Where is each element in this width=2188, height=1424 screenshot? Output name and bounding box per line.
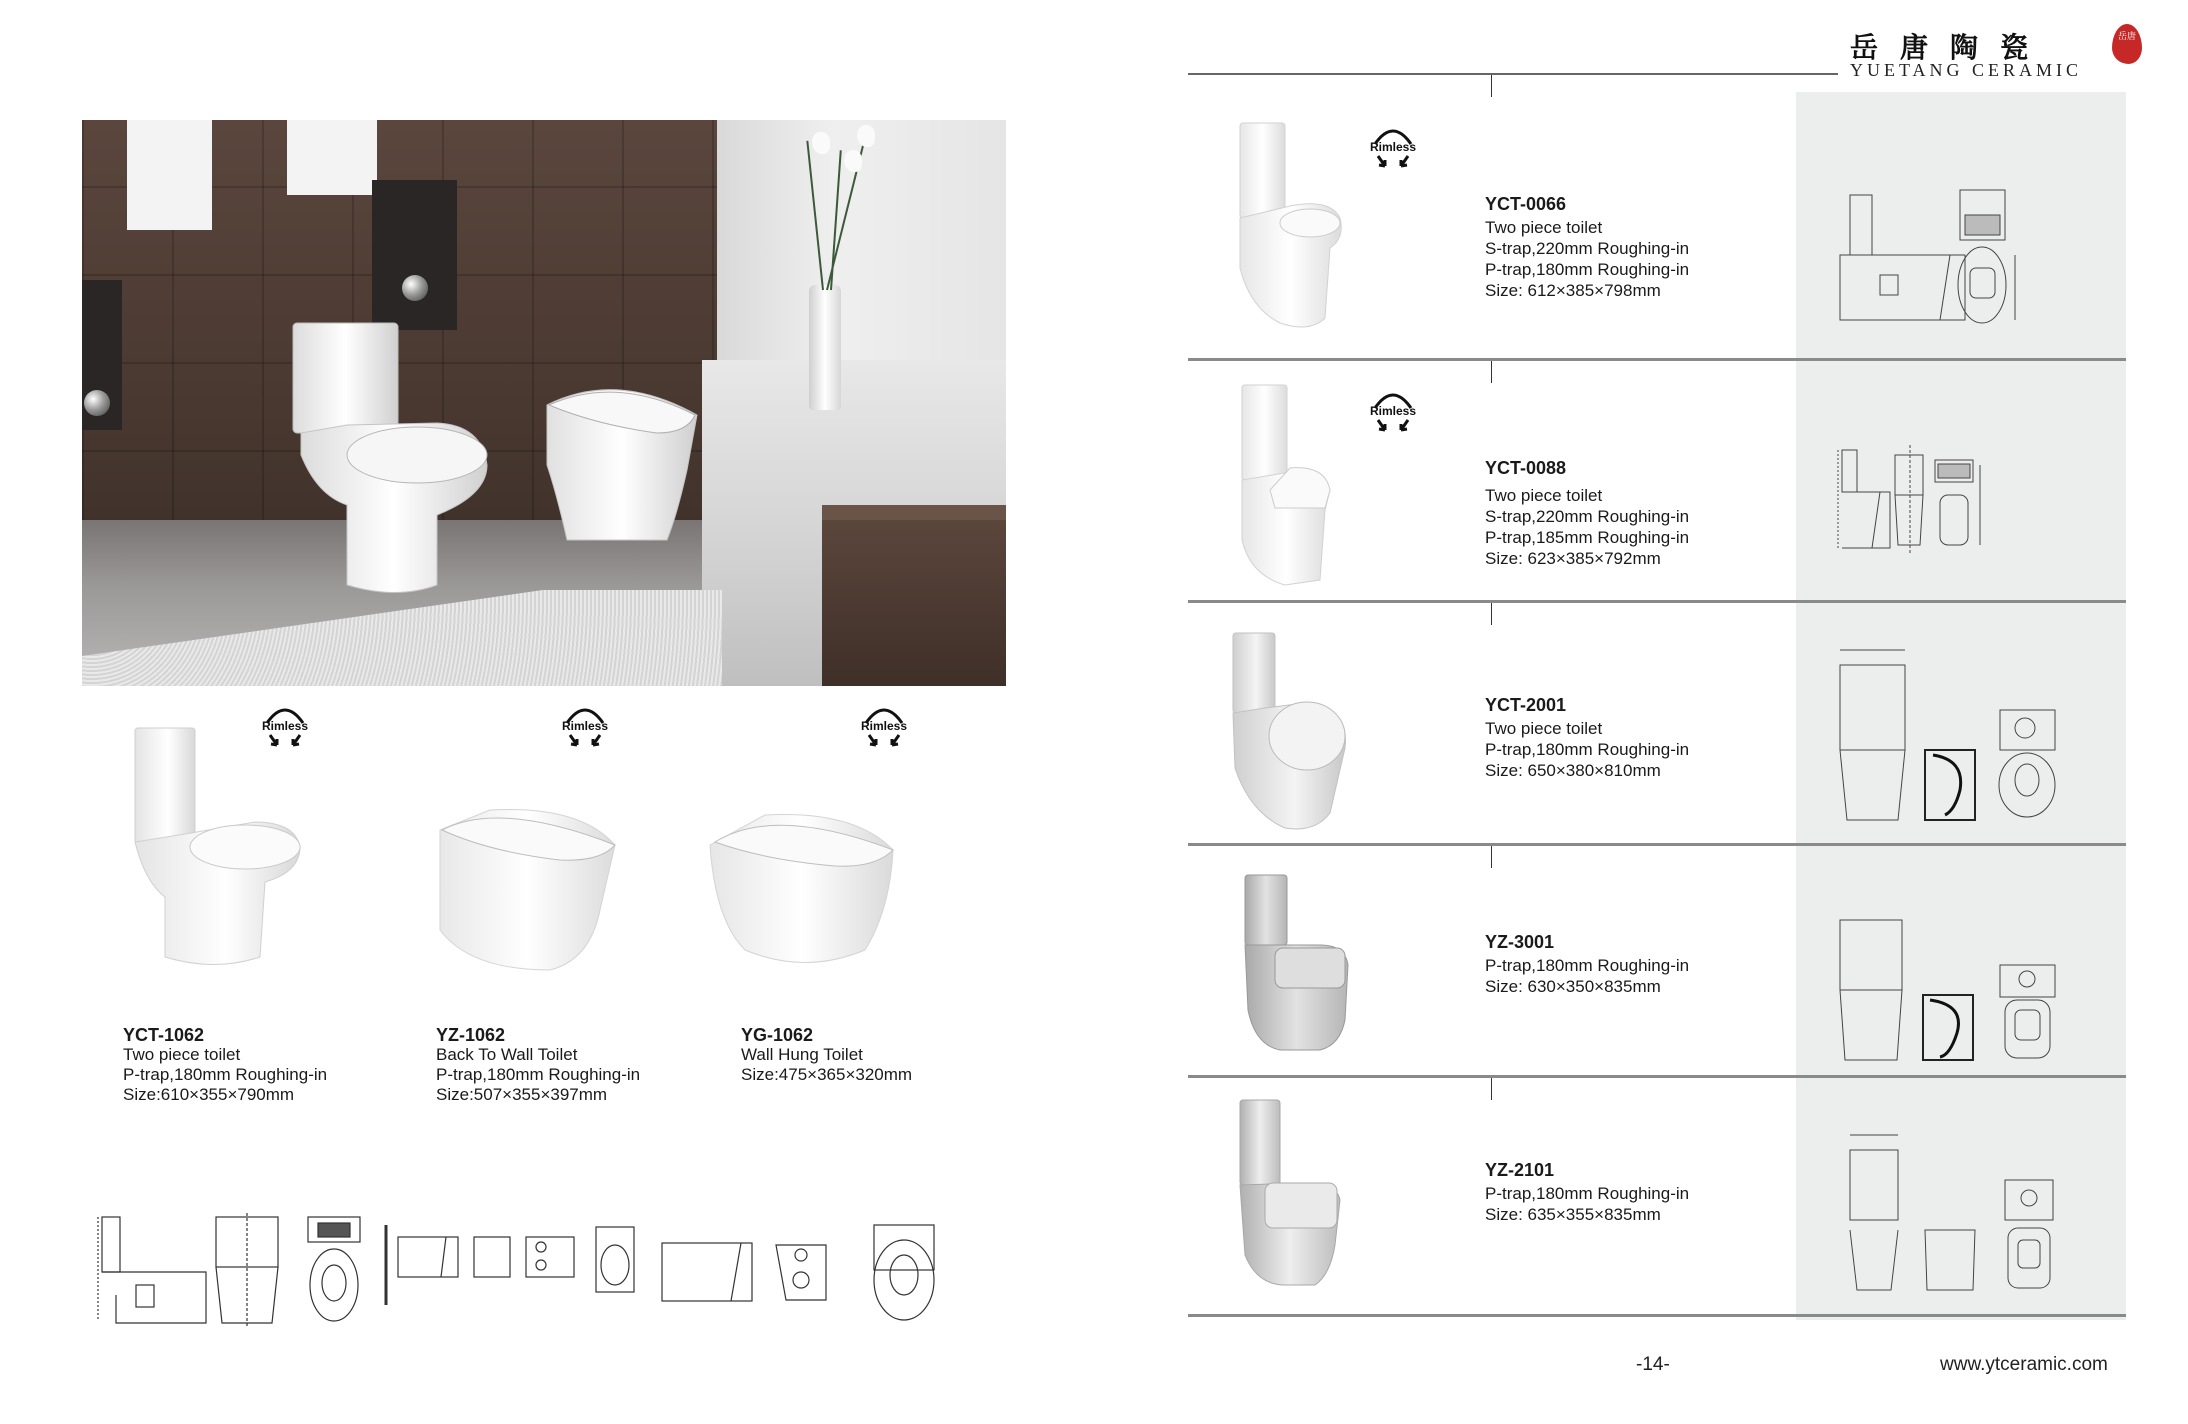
window-light (127, 120, 212, 230)
rimless-icon (1365, 124, 1421, 170)
product-image-yz-2101 (1235, 1095, 1365, 1295)
wood-step (822, 520, 1006, 686)
lily-flower (812, 132, 830, 154)
svg-text:Rimless: Rimless (561, 719, 609, 733)
white-vase (809, 285, 841, 410)
row-divider (1188, 358, 2126, 361)
row-divider (1188, 843, 2126, 846)
product-image-yct-1062 (125, 722, 325, 972)
product-image-yct-0088 (1230, 380, 1360, 590)
technical-drawing-yct-0066 (1830, 180, 2100, 340)
svg-text:Rimless: Rimless (1369, 140, 1417, 154)
product-image-yct-0066 (1230, 118, 1360, 333)
product-code: YCT-1062 (123, 1025, 205, 1045)
product-image-yg-1062 (705, 800, 905, 980)
product-trap: P-trap,180mm Roughing-in (1485, 1184, 1690, 1203)
product-spec-yct-2001 (1485, 695, 1689, 781)
rimless-badge (557, 703, 613, 749)
product-spec-yct-0088 (1485, 458, 1689, 569)
photo-two-piece-toilet (287, 315, 497, 595)
seal-text: 岳唐 (2118, 32, 2137, 42)
rimless-icon (557, 703, 613, 749)
product-trap: S-trap,220mm Roughing-in (1485, 507, 1690, 526)
hero-bathroom-photo (82, 120, 1006, 686)
product-image-yz-1062 (430, 800, 630, 980)
product-size: Size: 630×350×835mm (1485, 977, 1661, 996)
product-image-yz-3001 (1240, 870, 1360, 1055)
product-type: Two piece toilet (123, 1045, 241, 1064)
product-spec-yz-3001 (1485, 932, 1689, 997)
product-caption-yct-1062 (123, 1025, 327, 1105)
brand-logo (1850, 22, 2150, 84)
wall-niche (372, 180, 457, 330)
product-caption-yz-1062 (436, 1025, 640, 1105)
product-size: Size: 635×355×835mm (1485, 1205, 1661, 1224)
product-size: Size:507×355×397mm (436, 1085, 608, 1104)
product-code: YG-1062 (741, 1025, 814, 1045)
brand-seal-icon (2112, 24, 2142, 64)
product-caption-yg-1062 (741, 1025, 912, 1085)
row-tick (1491, 361, 1492, 383)
product-trap: S-trap,220mm Roughing-in (1485, 239, 1690, 258)
product-code: YZ-1062 (436, 1025, 506, 1045)
product-spec-yz-2101 (1485, 1160, 1689, 1225)
product-size: Size:475×365×320mm (741, 1065, 913, 1084)
header-divider (1188, 73, 1838, 75)
technical-drawing-yct-2001 (1825, 640, 2125, 830)
lily-flower (857, 125, 875, 147)
product-type: Two piece toilet (1485, 719, 1603, 738)
product-code: YCT-0066 (1485, 194, 1567, 214)
product-size: Size: 623×385×792mm (1485, 549, 1661, 568)
technical-drawings (86, 1205, 1066, 1335)
svg-text:Rimless: Rimless (1369, 404, 1417, 418)
wall-niche (82, 280, 122, 430)
technical-drawings-row (86, 1205, 1066, 1335)
technical-drawing-yct-0088 (1830, 440, 2100, 560)
rimless-badge (1365, 124, 1421, 170)
lily-flower (844, 150, 862, 172)
product-code: YCT-0088 (1485, 458, 1567, 478)
rimless-icon (856, 703, 912, 749)
photo-back-to-wall-toilet (537, 375, 712, 550)
product-type: Two piece toilet (1485, 486, 1603, 505)
rimless-badge (856, 703, 912, 749)
rimless-badge (1365, 388, 1421, 434)
row-tick (1491, 846, 1492, 868)
product-code: YCT-2001 (1485, 695, 1567, 715)
svg-text:Rimless: Rimless (261, 719, 309, 733)
technical-drawing-yz-2101 (1825, 1130, 2125, 1300)
product-trap: P-trap,180mm Roughing-in (1485, 260, 1690, 279)
product-code: YZ-3001 (1485, 932, 1555, 952)
svg-text:Rimless: Rimless (860, 719, 908, 733)
window-light (287, 120, 377, 195)
website-link[interactable]: www.ytceramic.com (1940, 1354, 2108, 1375)
product-size: Size: 612×385×798mm (1485, 281, 1661, 300)
product-size: Size:610×355×790mm (123, 1085, 295, 1104)
row-divider (1188, 1314, 2126, 1317)
product-trap: P-trap,180mm Roughing-in (1485, 956, 1690, 975)
brand-name-english: YUETANG CERAMIC (1850, 60, 2083, 80)
brand-name-chinese: 岳唐陶瓷 (1850, 31, 2051, 64)
product-type: Back To Wall Toilet (436, 1045, 578, 1064)
product-trap: P-trap,185mm Roughing-in (1485, 528, 1690, 547)
row-tick (1491, 603, 1492, 625)
page-number: -14- (1636, 1354, 1670, 1375)
product-code: YZ-2101 (1485, 1160, 1555, 1180)
product-type: Two piece toilet (1485, 218, 1603, 237)
product-size: Size: 650×380×810mm (1485, 761, 1661, 780)
row-tick (1491, 1078, 1492, 1100)
product-trap: P-trap,180mm Roughing-in (1485, 740, 1690, 759)
product-type: Wall Hung Toilet (741, 1045, 863, 1064)
row-tick (1491, 75, 1492, 97)
product-trap: P-trap,180mm Roughing-in (436, 1065, 641, 1084)
product-spec-yct-0066 (1485, 194, 1689, 301)
rimless-icon (1365, 388, 1421, 434)
product-image-yct-2001 (1225, 628, 1365, 833)
technical-drawing-yz-3001 (1825, 905, 2125, 1075)
row-divider (1188, 1075, 2126, 1078)
row-divider (1188, 600, 2126, 603)
product-trap: P-trap,180mm Roughing-in (123, 1065, 328, 1084)
